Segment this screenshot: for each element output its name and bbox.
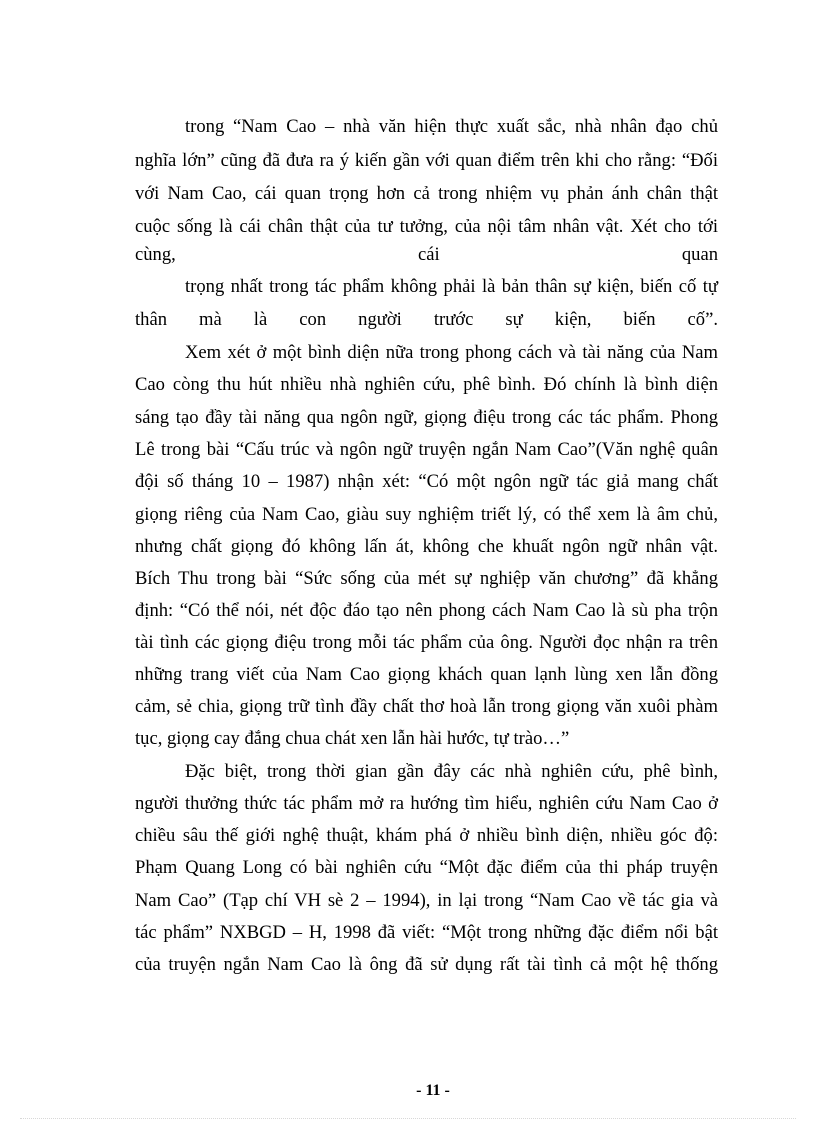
text-line: cuộc sống là cái chân thật của tư tưởng, của nội tâm nhân vật. Xét cho tới: [135, 216, 718, 237]
text-line: người thưởng thức tác phẩm mở ra hướng tìm hiểu, nghiên cứu Nam Cao ở: [135, 793, 718, 814]
text-line: định: “Có thể nói, nét độc đáo tạo nên phong cách Nam Cao là sù pha trộn: [135, 600, 718, 621]
text-line: Cao còng thu hút nhiều nhà nghiên cứu, phê bình. Đó chính là bình diện: [135, 374, 718, 395]
text-line: trong “Nam Cao – nhà văn hiện thực xuất sắc, nhà nhân đạo chủ: [185, 116, 718, 137]
text-line: thân mà là con người trước sự kiện, biến cố”.: [135, 309, 718, 330]
page-bottom-divider: [20, 1118, 796, 1119]
text-line: sáng tạo đầy tài năng qua ngôn ngữ, giọng điệu trong các tác phẩm. Phong: [135, 407, 718, 428]
text-line: Lê trong bài “Cấu trúc và ngôn ngữ truyện ngắn Nam Cao”(Văn nghệ quân: [135, 439, 718, 460]
text-line: những trang viết của Nam Cao giọng khách quan lạnh lùng xen lẫn đồng: [135, 664, 718, 685]
text-line: trọng nhất trong tác phẩm không phải là bản thân sự kiện, biến cố tự: [185, 276, 718, 297]
text-line: tài tình các giọng điệu trong mỗi tác phẩm của ông. Người đọc nhận ra trên: [135, 632, 718, 653]
text-line: cùng, cái quan: [135, 244, 718, 265]
page-number: - 11 -: [416, 1082, 450, 1099]
text-line: với Nam Cao, cái quan trọng hơn cả trong nhiệm vụ phản ánh chân thật: [135, 183, 718, 204]
text-line: giọng riêng của Nam Cao, giàu suy nghiệm triết lý, có thể xem là âm chủ,: [135, 504, 718, 525]
text-line: nhưng chất giọng đó không lấn át, không che khuất ngôn ngữ nhân vật.: [135, 536, 718, 557]
text-line: Xem xét ở một bình diện nữa trong phong cách và tài năng của Nam: [185, 342, 718, 363]
text-line: tác phẩm” NXBGD – H, 1998 đã viết: “Một trong những đặc điểm nổi bật: [135, 922, 718, 943]
text-line: cảm, sẻ chia, giọng trữ tình đầy chất thơ hoà lẫn trong giọng văn xuôi phàm: [135, 696, 718, 717]
text-line: Đặc biệt, trong thời gian gần đây các nhà nghiên cứu, phê bình,: [185, 761, 718, 782]
text-line: chiều sâu thế giới nghệ thuật, khám phá ở nhiều bình diện, nhiều góc độ:: [135, 825, 718, 846]
text-line: Nam Cao” (Tạp chí VH sè 2 – 1994), in lại trong “Nam Cao về tác gia và: [135, 890, 718, 911]
text-line: Phạm Quang Long có bài nghiên cứu “Một đặc điểm của thi pháp truyện: [135, 857, 718, 878]
text-line: đội số tháng 10 – 1987) nhận xét: “Có một ngôn ngữ tác giả mang chất: [135, 471, 718, 492]
text-line: của truyện ngắn Nam Cao là ông đã sử dụng rất tài tình cả một hệ thống: [135, 954, 718, 975]
text-line: Bích Thu trong bài “Sức sống của mét sự nghiệp văn chương” đã khẳng: [135, 568, 718, 589]
text-line: nghĩa lớn” cũng đã đưa ra ý kiến gần với quan điểm trên khi cho rằng: “Đối: [135, 150, 718, 171]
text-line: tục, giọng cay đắng chua chát xen lẫn hài hước, tự trào…”: [135, 728, 570, 749]
